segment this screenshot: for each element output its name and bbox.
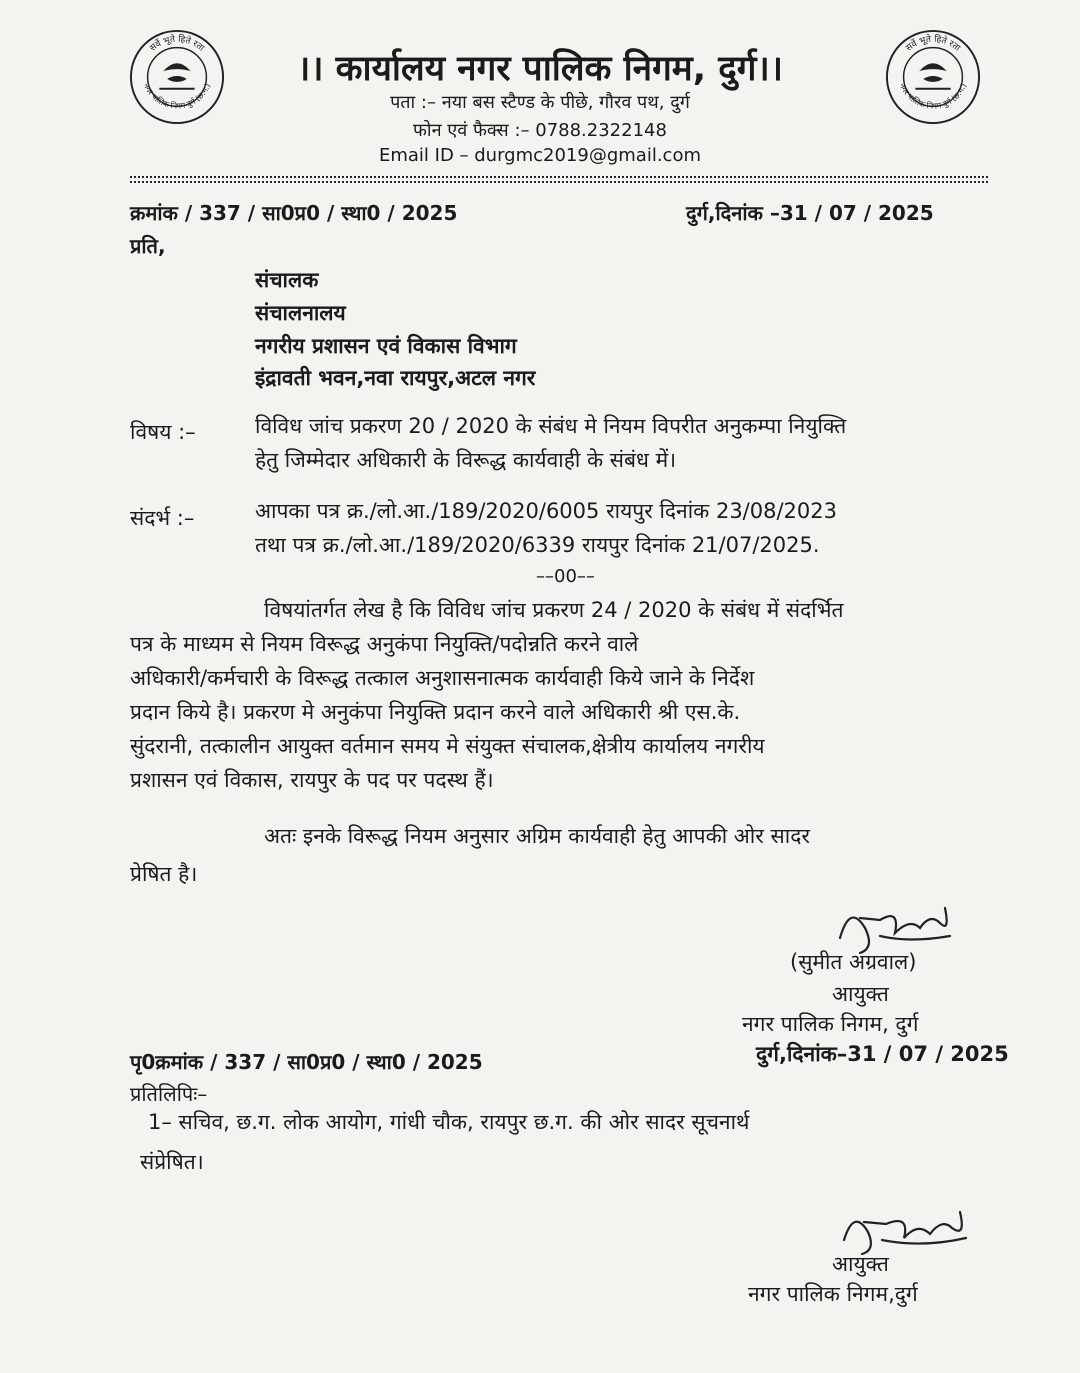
- subject-line: विविध जांच प्रकरण 20 / 2020 के संबंध मे नियम विपरीत अनुकम्पा नियुक्ति: [255, 414, 847, 438]
- reference-number: क्रमांक / 337 / सा0प्र0 / स्था0 / 2025: [130, 201, 458, 225]
- seal-lower-text: नगर पालिक निगम दुर्ग (छ.ग.): [141, 82, 213, 111]
- letter-date: दुर्ग,दिनांक –31 / 07 / 2025: [686, 201, 934, 225]
- subject-line: हेतु जिम्मेदार अधिकारी के विरूद्ध कार्यवाही के संबंध में।: [255, 448, 677, 472]
- body-line: पत्र के माध्यम से नियम विरूद्ध अनुकंपा नियुक्ति/पदोन्नति करने वाले: [130, 632, 639, 656]
- signatory-date: दुर्ग,दिनांक–31 / 07 / 2025: [756, 1042, 1009, 1066]
- signatory-org: नगर पालिक निगम, दुर्ग: [742, 1012, 919, 1036]
- endorsement-signatory-title: आयुक्त: [832, 1252, 889, 1276]
- closing-line: प्रेषित है।: [130, 862, 198, 886]
- recipient-line: संचालक: [255, 268, 319, 292]
- office-email: Email ID – durgmc2019@gmail.com: [378, 145, 701, 166]
- endorsement-reference: पृ0क्रमांक / 337 / सा0प्र0 / स्था0 / 2025: [130, 1050, 483, 1074]
- body-line: प्रदान किये है। प्रकरण मे अनुकंपा नियुक्ति प्रदान करने वाले अधिकारी श्री एस.के.: [130, 700, 741, 724]
- office-address: पता :– नया बस स्टैण्ड के पीछे, गौरव पथ, दुर्ग: [390, 92, 690, 113]
- separator: ––00––: [536, 566, 595, 587]
- body-line: विषयांतर्गत लेख है कि विविध जांच प्रकरण 24 / 2020 के संबंध में संदर्भित: [264, 598, 844, 622]
- office-title: ।। कार्यालय नगर पालिक निगम, दुर्ग।।: [296, 49, 784, 89]
- reference-line: आपका पत्र क्र./लो.आ./189/2020/6005 रायपुर दिनांक 23/08/2023: [255, 499, 837, 523]
- copy-line: 1– सचिव, छ.ग. लोक आयोग, गांधी चौक, रायपुर छ.ग. की ओर सादर सूचनार्थ: [148, 1110, 750, 1134]
- copy-line: संप्रेषित।: [140, 1150, 204, 1174]
- signatory-name: (सुमीत अग्रवाल): [790, 950, 917, 974]
- body-line: अधिकारी/कर्मचारी के विरूद्ध तत्काल अनुशासनात्मक कार्यवाही किये जाने के निर्देश: [130, 666, 755, 690]
- to-label: प्रति,: [130, 234, 166, 258]
- body-line: सुंदरानी, तत्कालीन आयुक्त वर्तमान समय मे संयुक्त संचालक,क्षेत्रीय कार्यालय नगरीय: [130, 734, 765, 758]
- endorsement-signatory-org: नगर पालिक निगम,दुर्ग: [748, 1282, 918, 1306]
- reference-label: संदर्भ :–: [130, 506, 195, 530]
- subject-label: विषय :–: [130, 420, 196, 444]
- seal-lower-text: नगर पालिक निगम दुर्ग (छ.ग.): [897, 82, 969, 111]
- seal-motto: सर्वे भूते हिते रता: [904, 34, 962, 54]
- divider-line: [130, 176, 988, 178]
- copy-label: प्रतिलिपिः–: [130, 1082, 208, 1106]
- divider-line: [130, 181, 988, 183]
- office-phone: फोन एवं फैक्स :– 0788.2322148: [413, 120, 667, 141]
- recipient-line: इंद्रावती भवन,नवा रायपुर,अटल नगर: [255, 366, 536, 390]
- reference-line: तथा पत्र क्र./लो.आ./189/2020/6339 रायपुर दिनांक 21/07/2025.: [255, 533, 820, 557]
- recipient-line: नगरीय प्रशासन एवं विकास विभाग: [255, 334, 517, 358]
- recipient-line: संचालनालय: [255, 301, 346, 325]
- body-line: प्रशासन एवं विकास, रायपुर के पद पर पदस्थ हैं।: [130, 768, 494, 792]
- seal-motto: सर्वे भूते हिते रता: [148, 34, 206, 54]
- closing-line: अतः इनके विरूद्ध नियम अनुसार अग्रिम कार्यवाही हेतु आपकी ओर सादर: [264, 824, 810, 848]
- signatory-title: आयुक्त: [832, 982, 889, 1006]
